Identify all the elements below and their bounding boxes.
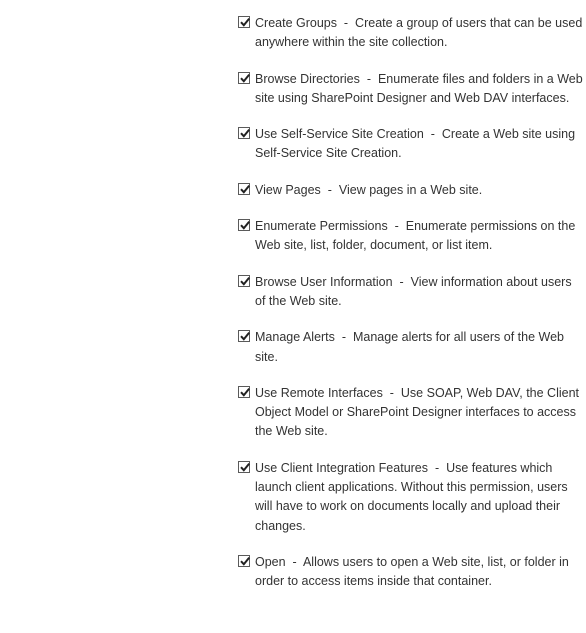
permission-item-use-self-service-site-creation <box>238 125 584 164</box>
enumerate-permissions-checkbox[interactable] <box>238 219 250 231</box>
permission-separator: - <box>382 385 401 400</box>
permission-description: Use features which launch client applications. Without this permission, users will have to work on documents locally and upload their changes. <box>255 460 568 533</box>
permission-text <box>255 273 584 312</box>
use-remote-interfaces-checkbox[interactable] <box>238 386 250 398</box>
permission-separator: - <box>428 460 447 475</box>
permission-name: Use Client Integration Features <box>255 460 429 475</box>
permission-list <box>238 14 584 609</box>
checkmark-icon <box>238 385 252 399</box>
checkmark-icon <box>238 554 252 568</box>
permission-name: View Pages <box>255 182 321 197</box>
open-checkbox[interactable] <box>238 555 250 567</box>
checkmark-icon <box>238 329 252 343</box>
permission-name: Open <box>255 554 286 569</box>
permission-item-manage-alerts <box>238 328 584 367</box>
permission-description: View pages in a Web site. <box>338 182 483 197</box>
permission-description: Manage alerts for all users of the Web site. <box>255 330 564 364</box>
permission-separator: - <box>320 182 339 197</box>
view-pages-checkbox[interactable] <box>238 183 250 195</box>
permission-text <box>255 70 584 109</box>
permission-name: Browse User Information <box>255 274 393 289</box>
permission-item-open <box>238 553 584 592</box>
use-self-service-site-creation-checkbox[interactable] <box>238 127 250 139</box>
permission-description: Create a group of users that can be used anywhere within the site collection. <box>255 16 583 50</box>
use-client-integration-features-checkbox[interactable] <box>238 461 250 473</box>
permission-separator: - <box>336 16 356 30</box>
permission-item-view-pages <box>238 181 584 200</box>
permission-item-enumerate-permissions <box>238 217 584 256</box>
permission-separator: - <box>285 554 303 569</box>
permission-name: Use Remote Interfaces <box>255 385 383 400</box>
permission-separator: - <box>334 330 353 345</box>
permission-description: Use SOAP, Web DAV, the Client Object Model or SharePoint Designer interfaces to access the Web site. <box>255 385 580 439</box>
create-groups-checkbox[interactable] <box>238 16 250 28</box>
checkmark-icon <box>238 274 252 288</box>
checkmark-icon <box>238 71 252 85</box>
permission-name: Use Self-Service Site Creation <box>255 127 424 142</box>
checkmark-icon <box>238 15 252 29</box>
permission-item-use-remote-interfaces <box>238 384 584 442</box>
permission-separator: - <box>423 127 442 142</box>
permission-item-browse-user-information <box>238 273 584 312</box>
permission-text <box>255 328 584 367</box>
permission-separator: - <box>359 71 378 86</box>
browse-directories-checkbox[interactable] <box>238 72 250 84</box>
permission-description: Enumerate files and folders in a Web site using SharePoint Designer and Web DAV interfaces. <box>255 71 583 105</box>
permission-description: View information about users of the Web site. <box>255 274 572 308</box>
manage-alerts-checkbox[interactable] <box>238 330 250 342</box>
checkmark-icon <box>238 126 252 140</box>
permission-name: Browse Directories <box>255 71 360 86</box>
permission-separator: - <box>392 274 411 289</box>
permission-item-create-groups <box>238 14 584 53</box>
permission-description: Create a Web site using Self-Service Site Creation. <box>255 127 576 161</box>
permission-description: Enumerate permissions on the Web site, list, folder, document, or list item. <box>255 219 576 253</box>
permission-text <box>255 384 584 442</box>
permission-name: Manage Alerts <box>255 330 335 345</box>
permission-text <box>255 14 584 53</box>
permission-text <box>255 181 584 200</box>
permission-text <box>255 125 584 164</box>
permission-name: Create Groups <box>255 16 337 30</box>
permission-separator: - <box>387 219 406 234</box>
permission-description: Allows users to open a Web site, list, or folder in order to access items inside that container. <box>255 554 569 589</box>
permission-text <box>255 459 584 536</box>
permission-text <box>255 553 584 592</box>
permission-text <box>255 217 584 256</box>
permission-name: Enumerate Permissions <box>255 219 388 234</box>
checkmark-icon <box>238 182 252 196</box>
permission-item-use-client-integration-features <box>238 459 584 536</box>
checkmark-icon <box>238 218 252 232</box>
browse-user-information-checkbox[interactable] <box>238 275 250 287</box>
checkmark-icon <box>238 460 252 474</box>
permission-item-browse-directories <box>238 70 584 109</box>
